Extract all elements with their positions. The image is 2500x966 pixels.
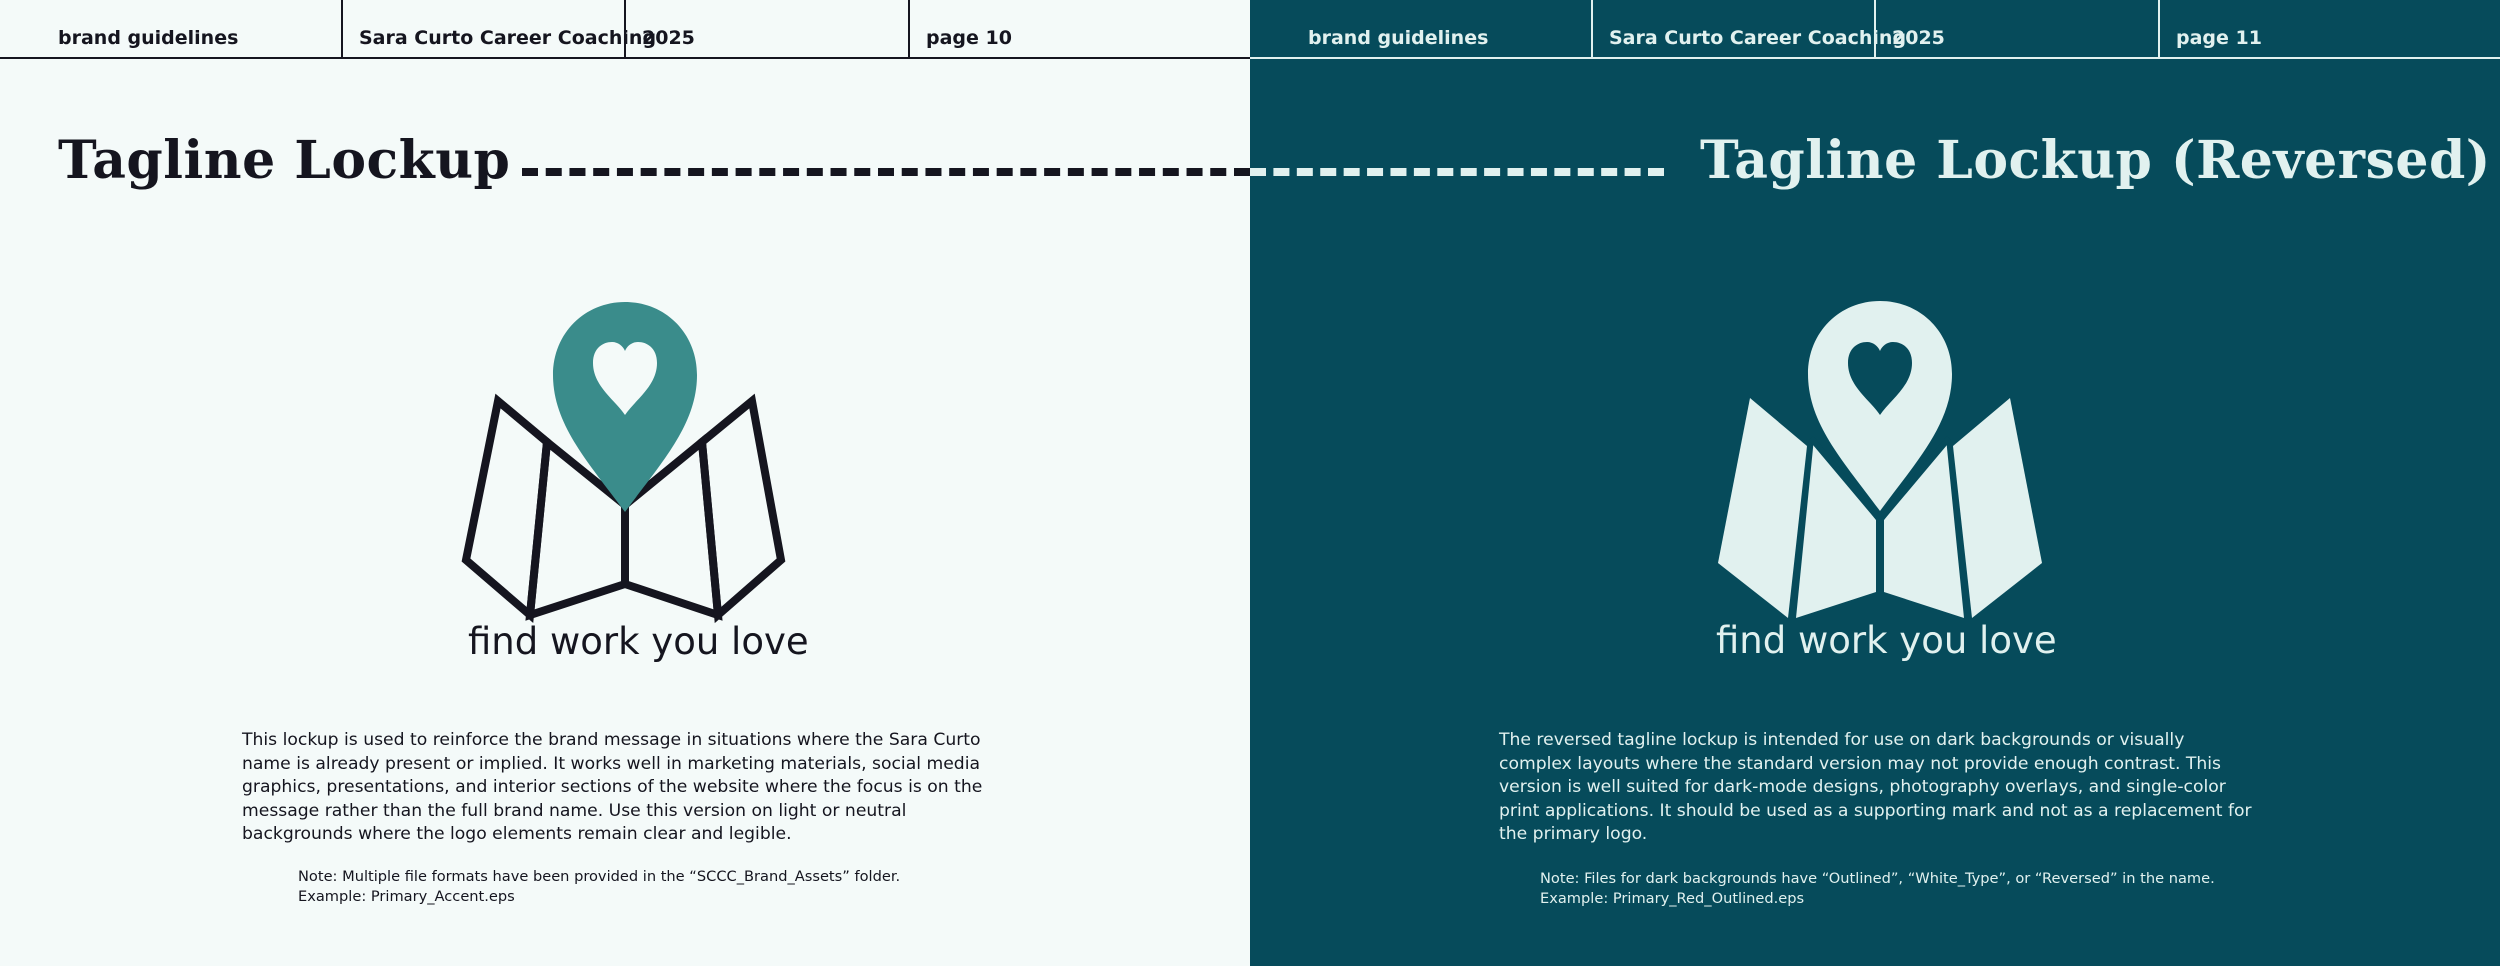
header-section: brand guidelines xyxy=(58,27,239,49)
page-header xyxy=(1250,0,2500,59)
header-page-number: page 10 xyxy=(908,0,1012,57)
file-note-line: Note: Multiple file formats have been provided in the “SCCC_Brand_Assets” folder. xyxy=(298,868,901,885)
map-pin-logo-icon xyxy=(455,295,795,630)
header-year: 2025 xyxy=(1874,0,1945,57)
map-pin-logo-reversed-icon xyxy=(1710,298,2050,633)
body-paragraph: The reversed tagline lockup is intended for use on dark backgrounds or visually complex layouts where the standard version may not provide enough contrast. This version is well suited for dark-mode designs, photography overlays, and single-color print applications. It should be used as a supporting mark and not as a replacement for the primary logo. xyxy=(1499,730,2252,844)
page-right xyxy=(1250,0,2500,966)
header-company: Sara Curto Career Coaching xyxy=(341,0,656,57)
header-section: brand guidelines xyxy=(1308,27,1489,49)
header-page-number: page 11 xyxy=(2158,0,2262,57)
file-note-example: Example: Primary_Accent.eps xyxy=(298,888,515,905)
file-note xyxy=(1540,869,2215,909)
tagline-text: find work you love xyxy=(468,620,809,663)
body-paragraph: This lockup is used to reinforce the brand message in situations where the Sara Curto name is already present or implied. It works well in marketing materials, social media graphics, presentations, and interior sections of the website where the focus is on the message rather than the full brand name. Use this version on light or neutral backgrounds where the logo elements remain clear and legible. xyxy=(242,730,983,844)
page-title: Tagline Lockup (Reversed) xyxy=(1700,130,2491,191)
file-note xyxy=(298,867,900,907)
file-note-line: Note: Files for dark backgrounds have “Outlined”, “White_Type”, or “Reversed” in the name. xyxy=(1540,870,2215,887)
page-header xyxy=(0,0,1250,59)
header-year: 2025 xyxy=(624,0,695,57)
dashed-divider xyxy=(1250,168,1664,176)
dashed-divider xyxy=(522,168,1250,176)
file-note-example: Example: Primary_Red_Outlined.eps xyxy=(1540,890,1805,907)
header-company: Sara Curto Career Coaching xyxy=(1591,0,1906,57)
tagline-text: find work you love xyxy=(1716,619,2057,662)
page-title: Tagline Lockup xyxy=(58,130,511,191)
